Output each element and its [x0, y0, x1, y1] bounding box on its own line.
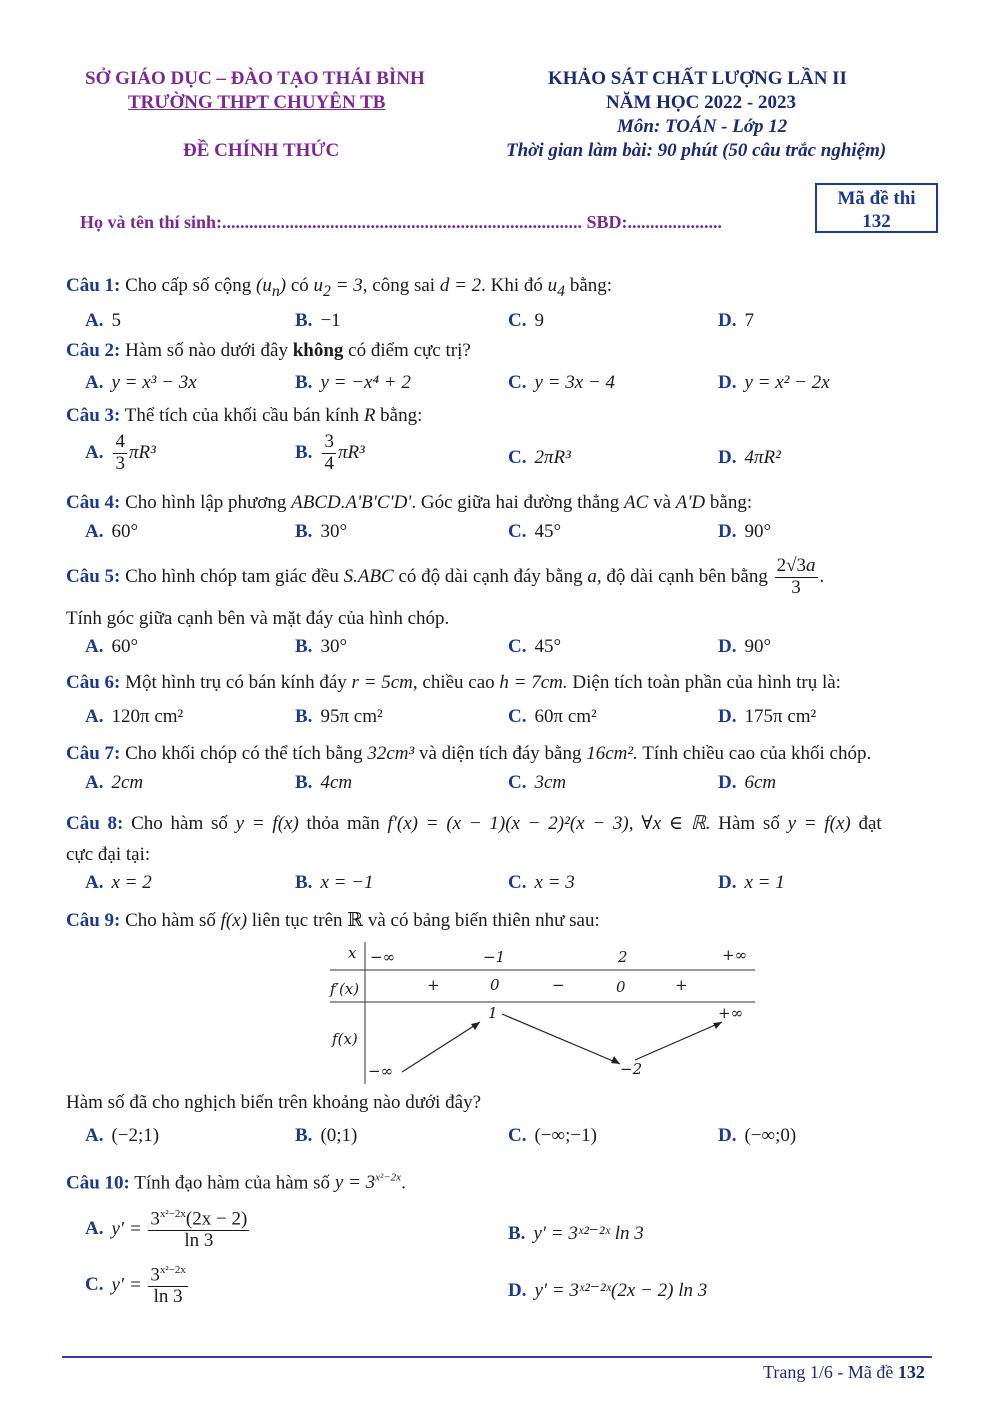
option-b[interactable]: B. y = −x⁴ + 2	[295, 372, 411, 393]
table-f-label: f(x)	[332, 1030, 358, 1048]
option-a[interactable]: A. (−2;1)	[85, 1125, 160, 1146]
option-c[interactable]: C. 2πR³	[508, 447, 571, 468]
option-a[interactable]: A. 5	[85, 310, 121, 331]
option-b[interactable]: B. 4cm	[295, 772, 353, 793]
school-year: NĂM HỌC 2022 - 2023	[606, 92, 796, 113]
exam-code-label: Mã đề thi	[837, 188, 916, 209]
option-d[interactable]: D. 175π cm²	[718, 706, 817, 727]
option-b[interactable]: B. −1	[295, 310, 341, 331]
option-b[interactable]: B. $\frac{3}{4}$ πR³	[295, 431, 365, 474]
question-3: Câu 3: Thể tích của khối cầu bán kính R bằng:	[66, 405, 423, 426]
option-d[interactable]: D. (−∞;0)	[718, 1125, 797, 1146]
option-c[interactable]: C. x = 3	[508, 872, 575, 893]
question-9-line2: Hàm số đã cho nghịch biến trên khoảng nào dưới đây?	[66, 1092, 482, 1113]
option-d[interactable]: D. y′ = 3ˣ²⁻²ˣ(2x − 2) ln 3	[508, 1280, 708, 1301]
exam-time: Thời gian làm bài: 90 phút (50 câu trắc nghiệm)	[506, 140, 887, 161]
option-a[interactable]: A. 60°	[85, 636, 139, 657]
department: SỞ GIÁO DỤC – ĐÀO TẠO THÁI BÌNH	[85, 68, 425, 89]
question-1: Câu 1: Cho cấp số cộng $(u_n)$ có $u_2 = 3$, công sai d = 2. Khi đó $u_4$ bằng:	[66, 275, 613, 300]
question-number: Câu 1:	[66, 275, 121, 296]
option-a[interactable]: A. $\frac{4}{3}$ πR³	[85, 431, 156, 474]
question-2: Câu 2: Hàm số nào dưới đây không có điểm cực trị?	[66, 340, 471, 361]
option-c[interactable]: C. 45°	[508, 521, 562, 542]
question-8-line2: cực đại tại:	[66, 844, 151, 865]
option-d[interactable]: D. x = 1	[718, 872, 785, 893]
option-b[interactable]: B. 30°	[295, 521, 348, 542]
option-c[interactable]: C. 3cm	[508, 772, 567, 793]
option-b[interactable]: B. (0;1)	[295, 1125, 358, 1146]
math-function: $y = 3^{x^2-2x}$	[334, 1172, 402, 1194]
sign-minus: −	[552, 976, 565, 994]
variation-table	[330, 942, 755, 1084]
option-d[interactable]: D. 6cm	[718, 772, 777, 793]
exam-code: 132	[862, 211, 891, 232]
sign-zero: 0	[616, 978, 626, 996]
footer-divider	[62, 1356, 932, 1358]
option-d[interactable]: D. 90°	[718, 636, 772, 657]
value-min: −2	[620, 1060, 643, 1078]
option-c[interactable]: C. 9	[508, 310, 544, 331]
option-d[interactable]: D. 90°	[718, 521, 772, 542]
option-d[interactable]: D. y = x² − 2x	[718, 372, 830, 393]
fraction: $\frac{2√3a}{3}$	[776, 555, 816, 598]
official-label: ĐỀ CHÍNH THỨC	[183, 140, 340, 161]
question-5: Câu 5: Cho hình chóp tam giác đều S.ABC có độ dài cạnh đáy bằng a, độ dài cạnh bên bằng $\frac{2√3a}{3}$ .	[66, 555, 825, 598]
footer	[763, 1362, 925, 1383]
math-sequence: $(u_n)$	[256, 275, 287, 300]
exam-code-box	[815, 183, 938, 233]
option-c[interactable]: C. y = 3x − 4	[508, 372, 615, 393]
question-7: Câu 7: Cho khối chóp có thể tích bằng 32cm³ và diện tích đáy bằng 16cm². Tính chiều cao của khối chóp.	[66, 743, 872, 764]
option-a[interactable]: A. y′ = $\frac{3^{x^2-2x}(2x - 2)}{\ln 3}$	[85, 1208, 248, 1252]
question-5-line2: Tính góc giữa cạnh bên và mặt đáy của hình chóp.	[66, 608, 450, 629]
page-number: Trang 1/6 - Mã đề	[763, 1362, 894, 1382]
option-c[interactable]: C. (−∞;−1)	[508, 1125, 597, 1146]
option-b[interactable]: B. x = −1	[295, 872, 374, 893]
value-pos-inf: +∞	[718, 1004, 744, 1022]
value-neg-inf: −∞	[368, 1062, 394, 1080]
table-fprime-label: f′(x)	[330, 980, 360, 998]
option-c[interactable]: C. 60π cm²	[508, 706, 597, 727]
option-a[interactable]: A. y = x³ − 3x	[85, 372, 197, 393]
sign-plus: +	[427, 976, 440, 994]
option-a[interactable]: A. 120π cm²	[85, 706, 184, 727]
table-x-2: 2	[618, 948, 628, 966]
subject: Môn: TOÁN - Lớp 12	[617, 116, 788, 137]
question-4: Câu 4: Cho hình lập phương ABCD.A'B'C'D'. Góc giữa hai đường thẳng AC và A'D bằng:	[66, 492, 753, 513]
sign-zero: 0	[490, 976, 500, 994]
table-pos-inf: +∞	[722, 946, 748, 964]
option-a[interactable]: A. 2cm	[85, 772, 144, 793]
table-x-label: x	[348, 944, 357, 962]
option-d[interactable]: D. 7	[718, 310, 754, 331]
exam-title: KHẢO SÁT CHẤT LƯỢNG LẦN II	[548, 68, 847, 89]
option-a[interactable]: A. x = 2	[85, 872, 152, 893]
sign-plus: +	[675, 976, 688, 994]
footer-code: 132	[897, 1362, 925, 1382]
option-c[interactable]: C. 45°	[508, 636, 562, 657]
option-d[interactable]: D. 4πR²	[718, 447, 781, 468]
option-b[interactable]: B. 30°	[295, 636, 348, 657]
question-6: Câu 6: Một hình trụ có bán kính đáy r = 5cm, chiều cao h = 7cm. Diện tích toàn phần của hình trụ là:	[66, 672, 841, 693]
option-b[interactable]: B. 95π cm²	[295, 706, 383, 727]
question-10: Câu 10: Tính đạo hàm của hàm số $y = 3^{x^2-2x}$.	[66, 1172, 406, 1194]
school-name: TRƯỜNG THPT CHUYÊN TB	[128, 92, 386, 113]
option-c[interactable]: C. y′ = $\frac{3^{x^2-2x}}{\ln 3}$	[85, 1264, 186, 1308]
question-9: Câu 9: Cho hàm số f(x) liên tục trên ℝ và có bảng biến thiên như sau:	[66, 910, 600, 931]
value-max: 1	[488, 1004, 498, 1022]
table-x-m1: −1	[483, 948, 506, 966]
option-b[interactable]: B. y′ = 3ˣ²⁻²ˣ ln 3	[508, 1223, 644, 1244]
candidate-name-line: Họ và tên thí sinh:................................................................................ SBD:.....................	[80, 212, 723, 232]
option-a[interactable]: A. 60°	[85, 521, 139, 542]
question-8: Câu 8: Cho hàm số y = f(x) thỏa mãn f′(x) = (x − 1)(x − 2)²(x − 3), ∀x ∈ ℝ. Hàm số y = f(x) đạt	[66, 813, 882, 834]
table-neg-inf: −∞	[370, 948, 396, 966]
